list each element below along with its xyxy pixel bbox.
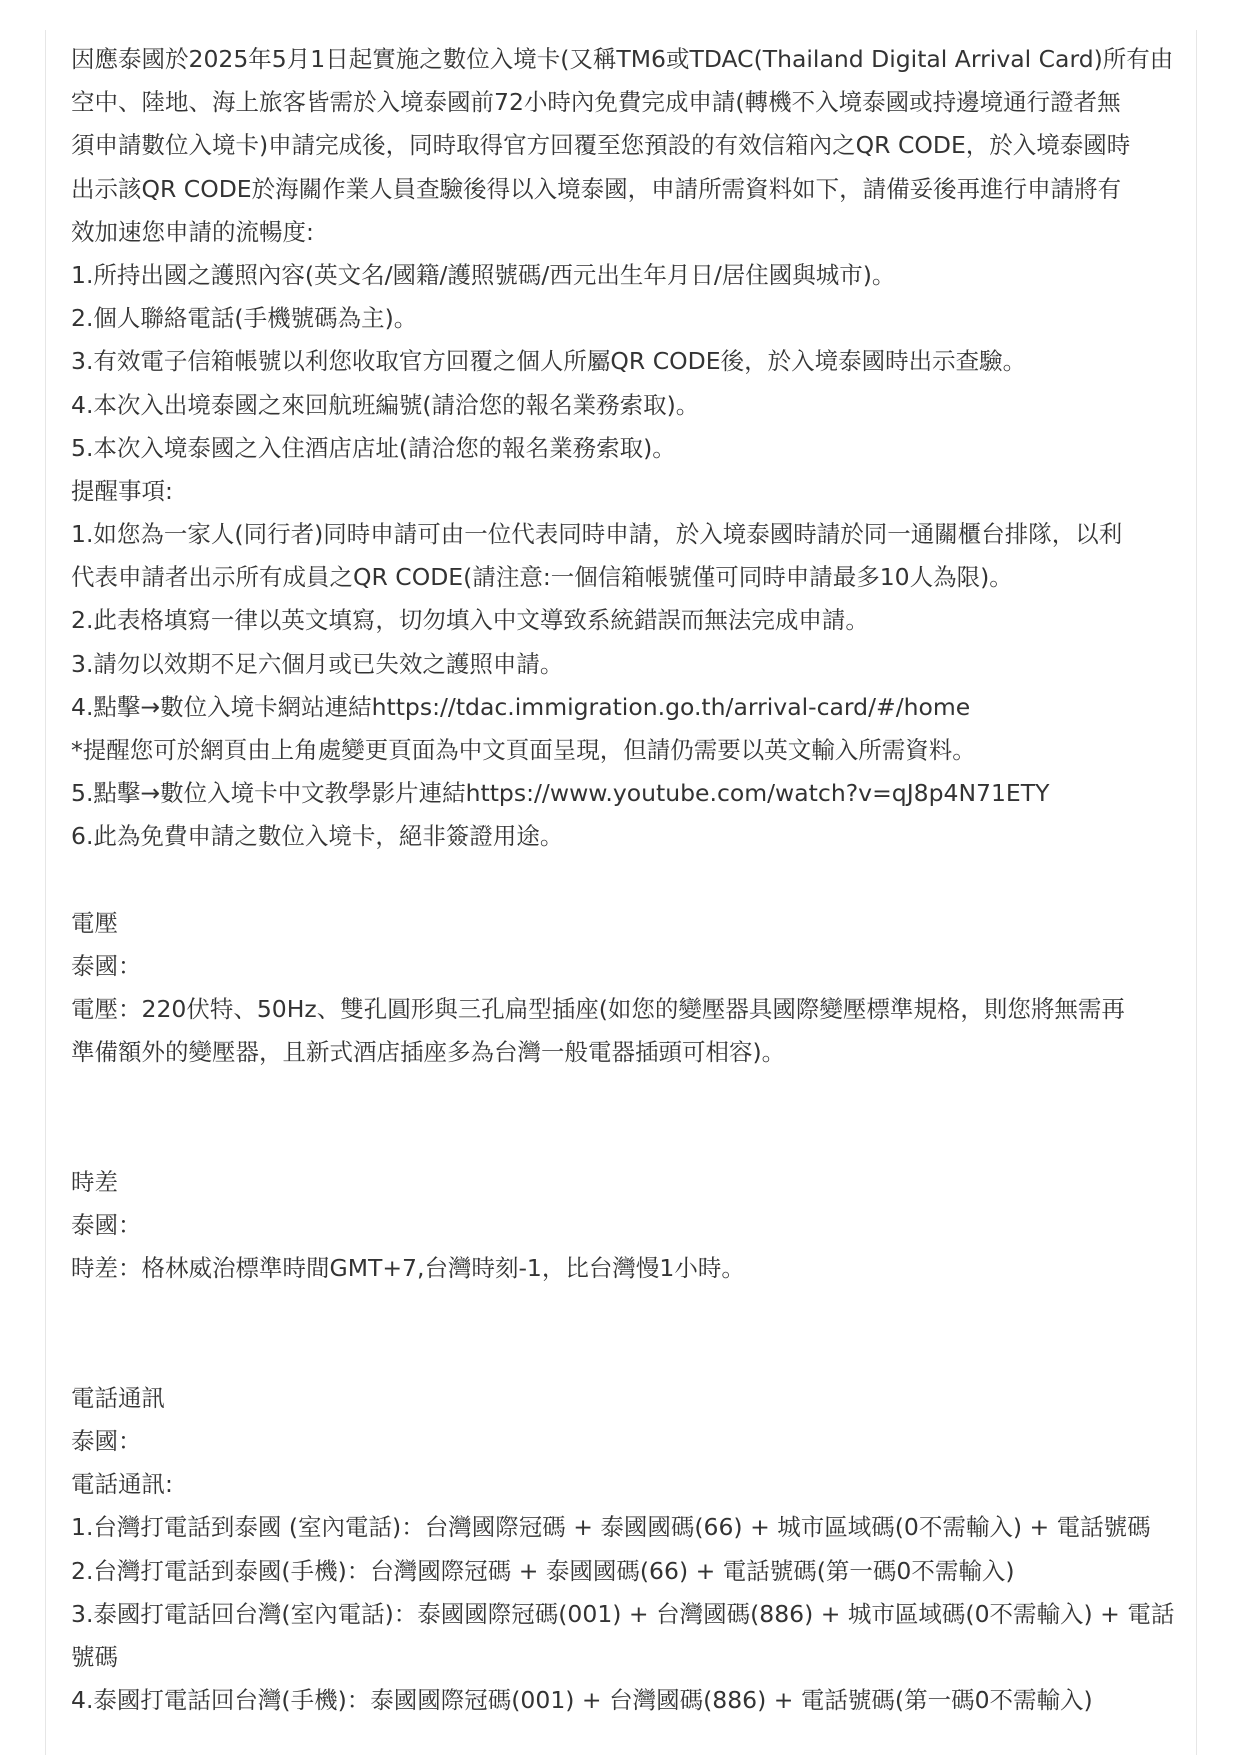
section-line: 3.泰國打電話回台灣(室內電話)：泰國國際冠碼(001) + 台灣國碼(886) + 城市區域碼(0不需輸入) + 電話 [71, 1599, 1175, 1628]
section-line: 2.台灣打電話到泰國(手機)：台灣國際冠碼 + 泰國國碼(66) + 電話號碼(第一碼0不需輸入) [71, 1556, 1015, 1585]
youtube-link-item[interactable]: 5.點擊→數位入境卡中文教學影片連結https://www.youtube.com/watch?v=qJ8p4N71ETY [71, 779, 1050, 808]
section-line: 號碼 [71, 1642, 118, 1671]
intro-paragraph [71, 38, 1181, 254]
list-item: 1.如您為一家人(同行者)同時申請可由一位代表同時申請，於入境泰國時請於同一通關櫃台排隊，以利 [71, 520, 1123, 549]
list-item: 3.請勿以效期不足六個月或已失效之護照申請。 [71, 649, 564, 678]
phone-section [71, 1377, 1181, 1723]
section-heading: 時差 [71, 1167, 118, 1196]
spacer [71, 1075, 1181, 1161]
spacer [71, 859, 1181, 902]
section-line: 時差：格林威治標準時間GMT+7,台灣時刻-1，比台灣慢1小時。 [71, 1254, 745, 1283]
section-line: 準備額外的變壓器，且新式酒店插座多為台灣一般電器插頭可相容)。 [71, 1038, 786, 1067]
list-item: 2.個人聯絡電話(手機號碼為主)。 [71, 304, 418, 333]
document-page [45, 30, 1197, 1755]
intro-line: 因應泰國於2025年5月1日起實施之數位入境卡(又稱TM6或TDAC(Thailand Digital Arrival Card)所有由 [71, 45, 1174, 73]
reminders-list [71, 513, 1181, 859]
section-heading: 電壓 [71, 908, 118, 937]
section-country: 泰國： [71, 951, 142, 980]
section-subheading: 電話通訊: [71, 1470, 173, 1499]
tdac-link-item[interactable]: 4.點擊→數位入境卡網站連結https://tdac.immigration.go.th/arrival-card/#/home [71, 692, 971, 721]
reminders-title: 提醒事項: [71, 476, 173, 505]
intro-line: 出示該QR CODE於海關作業人員查驗後得以入境泰國，申請所需資料如下，請備妥後再進行申請將有 [71, 174, 1122, 203]
list-item: 3.有效電子信箱帳號以利您收取官方回覆之個人所屬QR CODE後，於入境泰國時出示查驗。 [71, 347, 1027, 376]
intro-line: 須申請數位入境卡)申請完成後，同時取得官方回覆至您預設的有效信箱內之QR CODE，於入境泰國時 [71, 131, 1131, 160]
list-item: 5.本次入境泰國之入住酒店店址(請洽您的報名業務索取)。 [71, 433, 676, 462]
voltage-section [71, 902, 1181, 1075]
list-item: 代表申請者出示所有成員之QR CODE(請注意:一個信箱帳號僅可同時申請最多10人為限)。 [71, 563, 1013, 592]
section-line: 電壓：220伏特、50Hz、雙孔圓形與三孔扁型插座(如您的變壓器具國際變壓標準規格，則您將無需再 [71, 995, 1125, 1024]
list-item: 4.本次入出境泰國之來回航班編號(請洽您的報名業務索取)。 [71, 390, 700, 419]
timezone-section [71, 1161, 1181, 1291]
document-content [71, 38, 1181, 1722]
spacer [71, 1290, 1181, 1376]
section-heading: 電話通訊 [71, 1383, 165, 1412]
list-item: 1.所持出國之護照內容(英文名/國籍/護照號碼/西元出生年月日/居住國與城市)。 [71, 260, 896, 289]
intro-line: 效加速您申請的流暢度: [71, 217, 314, 246]
intro-line: 空中、陸地、海上旅客皆需於入境泰國前72小時內免費完成申請(轉機不入境泰國或持邊境通行證者無 [71, 88, 1121, 117]
requirements-list [71, 254, 1181, 470]
section-line: 4.泰國打電話回台灣(手機)：泰國國際冠碼(001) + 台灣國碼(886) + 電話號碼(第一碼0不需輸入) [71, 1686, 1093, 1715]
list-item: 2.此表格填寫一律以英文填寫，切勿填入中文導致系統錯誤而無法完成申請。 [71, 606, 869, 635]
list-item: *提醒您可於網頁由上角處變更頁面為中文頁面呈現，但請仍需要以英文輸入所需資料。 [71, 736, 976, 764]
section-line: 1.台灣打電話到泰國 (室內電話)：台灣國際冠碼 + 泰國國碼(66) + 城市區域碼(0不需輸入) + 電話號碼 [71, 1513, 1151, 1542]
section-country: 泰國： [71, 1211, 142, 1240]
list-item: 6.此為免費申請之數位入境卡，絕非簽證用途。 [71, 822, 564, 851]
section-country: 泰國： [71, 1427, 142, 1456]
